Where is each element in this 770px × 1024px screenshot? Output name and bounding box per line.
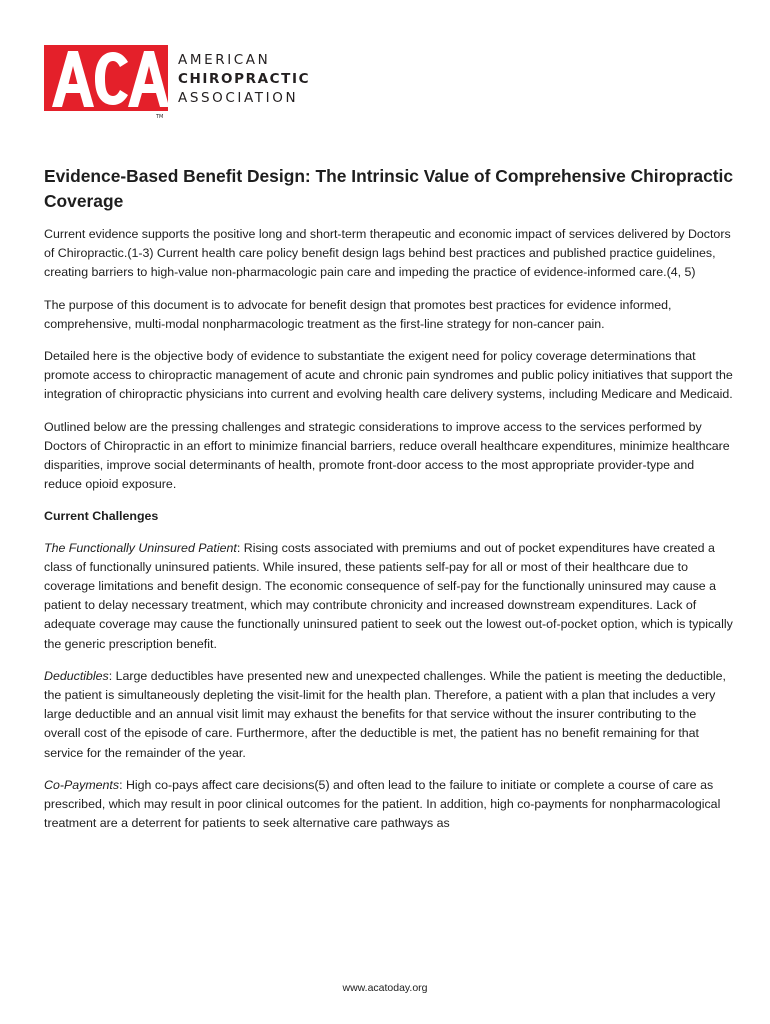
aca-logo <box>44 45 314 125</box>
document-body <box>44 164 734 846</box>
aca-logo-mark <box>44 45 168 111</box>
trademark-symbol: TM <box>156 114 164 120</box>
intro-paragraph-2: The purpose of this document is to advocate for benefit design that promotes best practices for evidence informed, comprehensive, multi-modal nonpharmacologic treatment as the first-line strategy for non-cancer pain. <box>44 297 672 331</box>
challenge-text: : High co-pays affect care decisions(5) and often lead to the failure to initiate or complete a course of care as prescribed, which may result in poor clinical outcomes for the patient. In addition, high co-payments for nonpharmacological treatment are a deterrent for patients to seek alternative care pathways as <box>44 777 721 831</box>
document-title: Evidence-Based Benefit Design: The Intrinsic Value of Comprehensive Chiropractic Coverage <box>44 166 734 211</box>
logo-line-american: AMERICAN <box>178 52 271 68</box>
challenge-functionally-uninsured <box>44 539 734 654</box>
challenge-deductibles <box>44 667 734 763</box>
challenge-co-payments <box>44 776 734 834</box>
challenge-text: : Rising costs associated with premiums and out of pocket expenditures have created a class of functionally uninsured patients. While insured, these patients self-pay for all or most of their healthcare due to coverage limitations and benefit design. The economic consequence of self-pay for the functionally uninsured may cause a patient to delay necessary treatment, which may contribute chronicity and increased downstream expenditures. Lack of adequate coverage may cause the functionally uninsured patient to seek out the lowest out-of-pocket option, which is typically the generic prescription benefit. <box>44 540 733 651</box>
intro-paragraph-4: Outlined below are the pressing challenges and strategic considerations to improve access to the services performed by Doctors of Chiropractic in an effort to minimize financial barriers, reduce overall healthcare expenditures, minimize healthcare disparities, improve social determinants of health, promote front-door access to the most appropriate provider-type and reduce opioid exposure. <box>44 419 730 492</box>
intro-paragraph-3: Detailed here is the objective body of evidence to substantiate the exigent need for policy coverage determinations that promote access to chiropractic management of acute and chronic pain syndromes and public policy initiatives that support the integration of chiropractic physicians into current and evolving health care delivery systems, including Medicare and Medicaid. <box>44 349 733 402</box>
challenge-term: The Functionally Uninsured Patient <box>44 540 237 555</box>
logo-wordmark <box>178 51 318 108</box>
challenge-term: Co-Payments <box>44 777 120 792</box>
section-heading-current-challenges: Current Challenges <box>44 509 159 524</box>
challenge-term: Deductibles <box>44 668 109 683</box>
footer-url[interactable]: www.acatoday.org <box>342 982 428 994</box>
logo-line-association: ASSOCIATION <box>178 90 299 106</box>
intro-paragraph-1: Current evidence supports the positive long and short-term therapeutic and economic impact of services delivered by Doctors of Chiropractic.(1-3) Current health care policy benefit design lags behind best practices and published practice guidelines, creating barriers to high-value non-pharmacologic pain care and impeding the practice of evidence-informed care.(4, 5) <box>44 227 731 280</box>
challenge-text: : Large deductibles have presented new and unexpected challenges. While the patient is meeting the deductible, the patient is simultaneously depleting the visit-limit for the health plan. Therefore, a patient with a plan that includes a very large deductible and an annual visit limit may exhaust the benefits for that service without the insurer contributing to the overall cost of the episode of care. Furthermore, after the deductible is met, the patient has no benefit remaining for that service for the remainder of the year. <box>44 668 726 760</box>
logo-line-chiropractic: CHIROPRACTIC <box>178 71 311 87</box>
